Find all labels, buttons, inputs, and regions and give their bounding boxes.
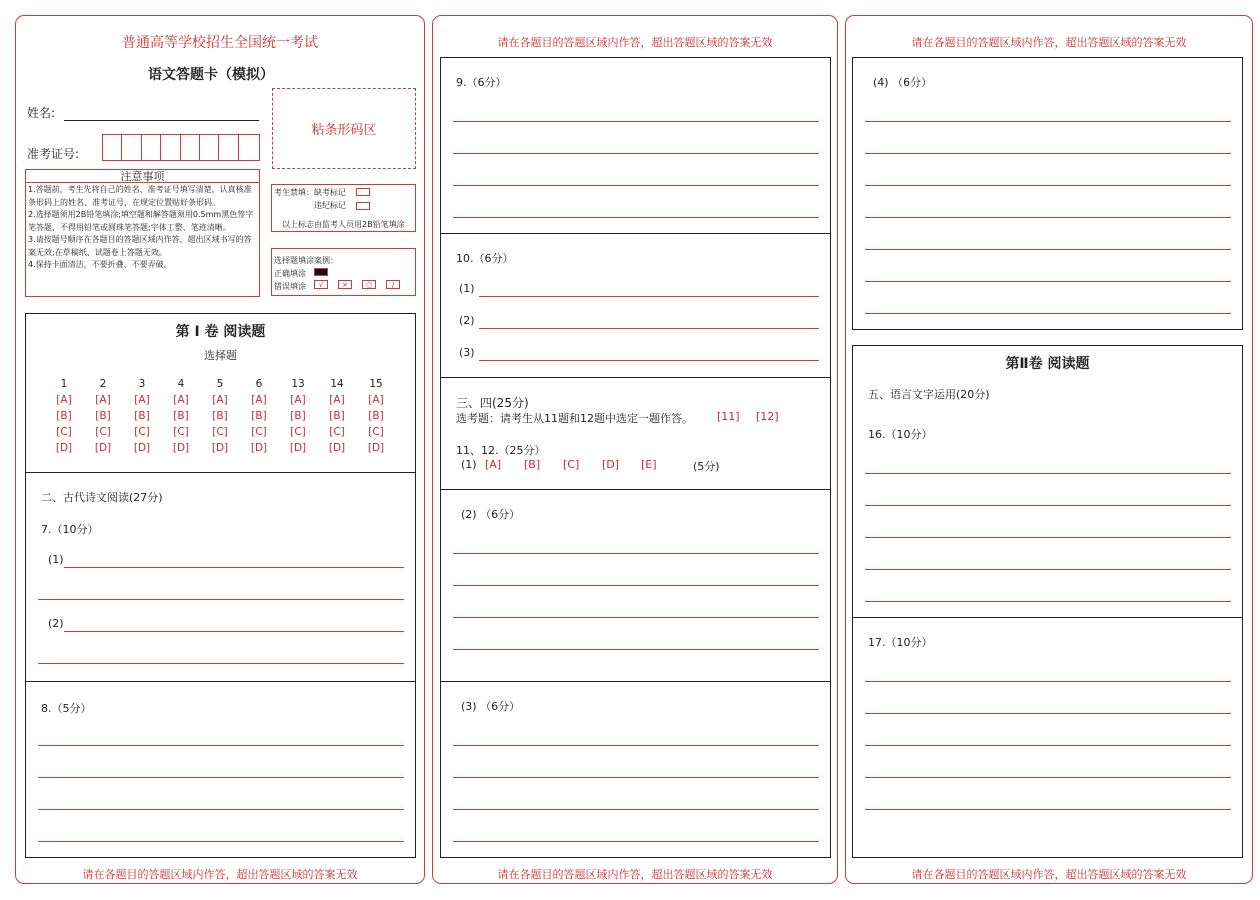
question-number: 14	[330, 378, 344, 390]
question-number: 15	[369, 378, 383, 390]
barcode-area	[272, 88, 416, 169]
answer-line[interactable]	[453, 553, 819, 554]
name-label: 姓名:	[27, 106, 56, 120]
choice-bubble[interactable]: [C]	[95, 426, 111, 438]
choice-bubble[interactable]: [C]	[134, 426, 150, 438]
answer-line[interactable]	[865, 217, 1231, 218]
footer-notice: 请在各题目的答题区域内作答，超出答题区域的答案无效	[911, 868, 1187, 881]
question-number: 3	[138, 378, 146, 390]
q7-2-label: (2)	[48, 617, 64, 630]
answer-line[interactable]	[38, 745, 404, 746]
section2-title: 二、古代诗文阅读(27分)	[41, 491, 163, 504]
exam-id-label: 准考证号:	[27, 147, 80, 161]
q8-label: 8.（5分）	[41, 702, 92, 715]
answer-line[interactable]	[865, 777, 1231, 778]
choice-bubble[interactable]: [B]	[95, 410, 111, 422]
header-notice: 请在各题目的答题区域内作答，超出答题区域的答案无效	[911, 36, 1187, 49]
q11-opt-b[interactable]: [B]	[524, 458, 541, 471]
answer-line[interactable]	[38, 841, 404, 842]
choice-bubble[interactable]: [C]	[290, 426, 306, 438]
answer-line[interactable]	[453, 841, 819, 842]
choice-bubble[interactable]: [D]	[133, 442, 151, 454]
answer-panel-middle	[432, 15, 838, 884]
absent-label: 缺考标记	[314, 188, 346, 197]
answer-line[interactable]	[38, 809, 404, 810]
answer-line[interactable]	[453, 185, 819, 186]
answer-line[interactable]	[479, 296, 819, 297]
answer-line[interactable]	[38, 663, 404, 664]
elective-11[interactable]: [11]	[717, 410, 740, 423]
choice-bubble[interactable]: [D]	[250, 442, 268, 454]
choice-bubble[interactable]: [D]	[172, 442, 190, 454]
answer-line[interactable]	[453, 809, 819, 810]
choice-bubble[interactable]: [A]	[95, 394, 111, 406]
q16-label: 16.（10分）	[868, 428, 933, 441]
answer-line[interactable]	[453, 121, 819, 122]
card-title: 语文答题卡（模拟）	[148, 67, 274, 83]
exam-title: 普通高等学校招生全国统一考试	[122, 35, 318, 51]
answer-line[interactable]	[865, 745, 1231, 746]
choice-bubble[interactable]: [A]	[134, 394, 150, 406]
elective-12[interactable]: [12]	[756, 410, 779, 423]
wrong-fill-mark: ○	[362, 280, 376, 289]
choice-bubble[interactable]: [A]	[212, 394, 228, 406]
header-notice: 请在各题目的答题区域内作答，超出答题区域的答案无效	[497, 36, 773, 49]
q4-label: (4) （6分）	[873, 76, 933, 89]
answer-line[interactable]	[865, 185, 1231, 186]
fill-example-label: 选择题填涂案例：	[274, 256, 338, 265]
wrong-fill-label: 错误填涂	[274, 282, 306, 291]
barcode-label: 粘条形码区	[311, 123, 377, 138]
choice-bubble[interactable]: [A]	[251, 394, 267, 406]
q11-2-box	[440, 489, 831, 682]
question-number: 1	[60, 378, 68, 390]
choice-bubble[interactable]: [B]	[56, 410, 72, 422]
answer-line[interactable]	[865, 601, 1231, 602]
answer-line[interactable]	[865, 281, 1231, 282]
elective-instruction: 选考题：请考生从11题和12题中选定一题作答。	[456, 412, 693, 425]
question-number: 6	[255, 378, 263, 390]
answer-line[interactable]	[865, 153, 1231, 154]
notice-title: 注意事项	[26, 170, 259, 183]
q11-opt-d[interactable]: [D]	[602, 458, 620, 471]
q11-opt-e[interactable]: [E]	[641, 458, 657, 471]
status-label: 考生禁填：	[274, 188, 314, 197]
answer-line[interactable]	[64, 567, 404, 568]
choice-bubble[interactable]: [C]	[56, 426, 72, 438]
answer-line[interactable]	[453, 777, 819, 778]
question-number: 5	[216, 378, 224, 390]
answer-line[interactable]	[453, 649, 819, 650]
answer-line[interactable]	[865, 505, 1231, 506]
q4-box	[852, 57, 1243, 330]
q11-label: 11、12.（25分）	[456, 444, 546, 457]
q11-opt-a[interactable]: [A]	[485, 458, 502, 471]
choice-bubble[interactable]: [D]	[94, 442, 112, 454]
violation-label: 违纪标记	[314, 201, 346, 210]
answer-panel-right	[845, 15, 1253, 884]
choice-bubble[interactable]: [A]	[290, 394, 306, 406]
correct-fill-label: 正确填涂	[274, 269, 306, 278]
answer-line[interactable]	[865, 809, 1231, 810]
answer-line[interactable]	[865, 121, 1231, 122]
wrong-fill-mark: ×	[338, 280, 352, 289]
answer-line[interactable]	[453, 745, 819, 746]
q10-box	[440, 233, 831, 378]
answer-line[interactable]	[865, 537, 1231, 538]
choice-bubble[interactable]: [B]	[329, 410, 345, 422]
q10-3-label: (3)	[459, 346, 475, 359]
wrong-fill-mark: √	[314, 280, 328, 289]
choice-bubble[interactable]: [B]	[368, 410, 384, 422]
answer-line[interactable]	[453, 585, 819, 586]
choice-bubble[interactable]: [D]	[211, 442, 229, 454]
choice-bubble[interactable]: [A]	[56, 394, 72, 406]
q17-label: 17.（10分）	[868, 636, 933, 649]
q11-1-score: (5分)	[693, 460, 720, 473]
answer-panel-left	[15, 15, 425, 884]
q10-2-label: (2)	[459, 314, 475, 327]
q11-opt-c[interactable]: [C]	[563, 458, 580, 471]
answer-line[interactable]	[38, 777, 404, 778]
q11-2-label: (2) （6分）	[461, 508, 521, 521]
choice-bubble[interactable]: [A]	[329, 394, 345, 406]
section1-subtitle: 选择题	[204, 349, 237, 362]
answer-line[interactable]	[865, 713, 1231, 714]
answer-line[interactable]	[865, 249, 1231, 250]
answer-line[interactable]	[479, 328, 819, 329]
answer-line[interactable]	[453, 153, 819, 154]
absent-mark[interactable]	[356, 188, 370, 196]
correct-fill-mark	[314, 268, 328, 276]
choice-bubble[interactable]: [D]	[328, 442, 346, 454]
answer-line[interactable]	[453, 217, 819, 218]
choice-bubble[interactable]: [A]	[173, 394, 189, 406]
question-number: 2	[99, 378, 107, 390]
answer-line[interactable]	[865, 569, 1231, 570]
violation-mark[interactable]	[356, 202, 370, 210]
q7-1-label: (1)	[48, 553, 64, 566]
q17-box	[852, 617, 1243, 858]
footer-notice: 请在各题目的答题区域内作答，超出答题区域的答案无效	[82, 868, 358, 881]
choice-bubble[interactable]: [C]	[368, 426, 384, 438]
q10-label: 10.（6分）	[456, 252, 514, 265]
q11-1-label: (1)	[461, 458, 477, 471]
footer-notice: 请在各题目的答题区域内作答，超出答题区域的答案无效	[497, 868, 773, 881]
choice-bubble[interactable]: [B]	[251, 410, 267, 422]
answer-line[interactable]	[865, 473, 1231, 474]
choice-bubble[interactable]: [A]	[368, 394, 384, 406]
choice-bubble[interactable]: [B]	[290, 410, 306, 422]
status-note: 以上标志由监考人员用2B铅笔填涂	[282, 220, 405, 229]
q9-box	[440, 57, 831, 234]
choice-bubble[interactable]: [C]	[251, 426, 267, 438]
notice-item: 4.保持卡面清洁，不要折叠、不要弄破。	[28, 260, 172, 269]
q10-1-label: (1)	[459, 282, 475, 295]
choice-bubble[interactable]: [B]	[173, 410, 189, 422]
section-ii-box	[852, 345, 1243, 618]
choice-bubble[interactable]: [D]	[367, 442, 385, 454]
fill-example-box	[271, 248, 416, 296]
section34-title: 三、四(25分)	[456, 396, 529, 410]
answer-line[interactable]	[64, 631, 404, 632]
wrong-fill-mark: /	[386, 280, 400, 289]
q7-label: 7.（10分）	[41, 523, 99, 536]
q11-3-label: (3) （6分）	[461, 700, 521, 713]
answer-line[interactable]	[38, 599, 404, 600]
choice-bubble[interactable]: [C]	[212, 426, 228, 438]
elective-box	[440, 377, 831, 490]
choice-bubble[interactable]: [B]	[212, 410, 228, 422]
answer-line[interactable]	[865, 313, 1231, 314]
section1-box	[25, 313, 416, 473]
section5-title: 五、语言文字运用(20分)	[868, 388, 990, 401]
choice-bubble[interactable]: [D]	[289, 442, 307, 454]
q8-box	[25, 681, 416, 858]
section2-box	[25, 472, 416, 682]
wrong-fill-marks	[314, 280, 410, 289]
answer-line[interactable]	[479, 360, 819, 361]
notice-box	[25, 169, 260, 297]
section-ii-title: 第Ⅱ卷 阅读题	[1005, 356, 1090, 372]
section1-title: 第 I 卷 阅读题	[175, 324, 266, 340]
question-number: 4	[177, 378, 185, 390]
choice-bubble[interactable]: [C]	[329, 426, 345, 438]
choice-bubble[interactable]: [C]	[173, 426, 189, 438]
answer-line[interactable]	[453, 617, 819, 618]
notice-item: 2.选择题须用2B铅笔填涂;填空题和解答题须用0.5mm黑色签字笔答题，不得用铅笔或圆珠笔答题;字体工整、笔迹清晰。	[28, 210, 254, 232]
status-box	[271, 184, 416, 232]
q9-label: 9.（6分）	[456, 76, 507, 89]
q11-3-box	[440, 681, 831, 858]
notice-item: 1.答题前，考生先将自己的姓名、准考证号填写清楚，认真核准条形码上的姓名、准考证号，在规定位置贴好条形码。	[28, 185, 252, 207]
exam-id-grid[interactable]	[102, 134, 260, 161]
notice-item: 3.请按题号顺序在各题目的答题区域内作答，超出区域书写的答案无效;在草稿纸、试题卷上答题无效。	[28, 235, 252, 257]
name-input[interactable]	[64, 120, 259, 121]
notice-list	[26, 183, 259, 273]
answer-line[interactable]	[865, 681, 1231, 682]
choice-bubble[interactable]: [D]	[55, 442, 73, 454]
question-number: 13	[291, 378, 305, 390]
choice-bubble[interactable]: [B]	[134, 410, 150, 422]
